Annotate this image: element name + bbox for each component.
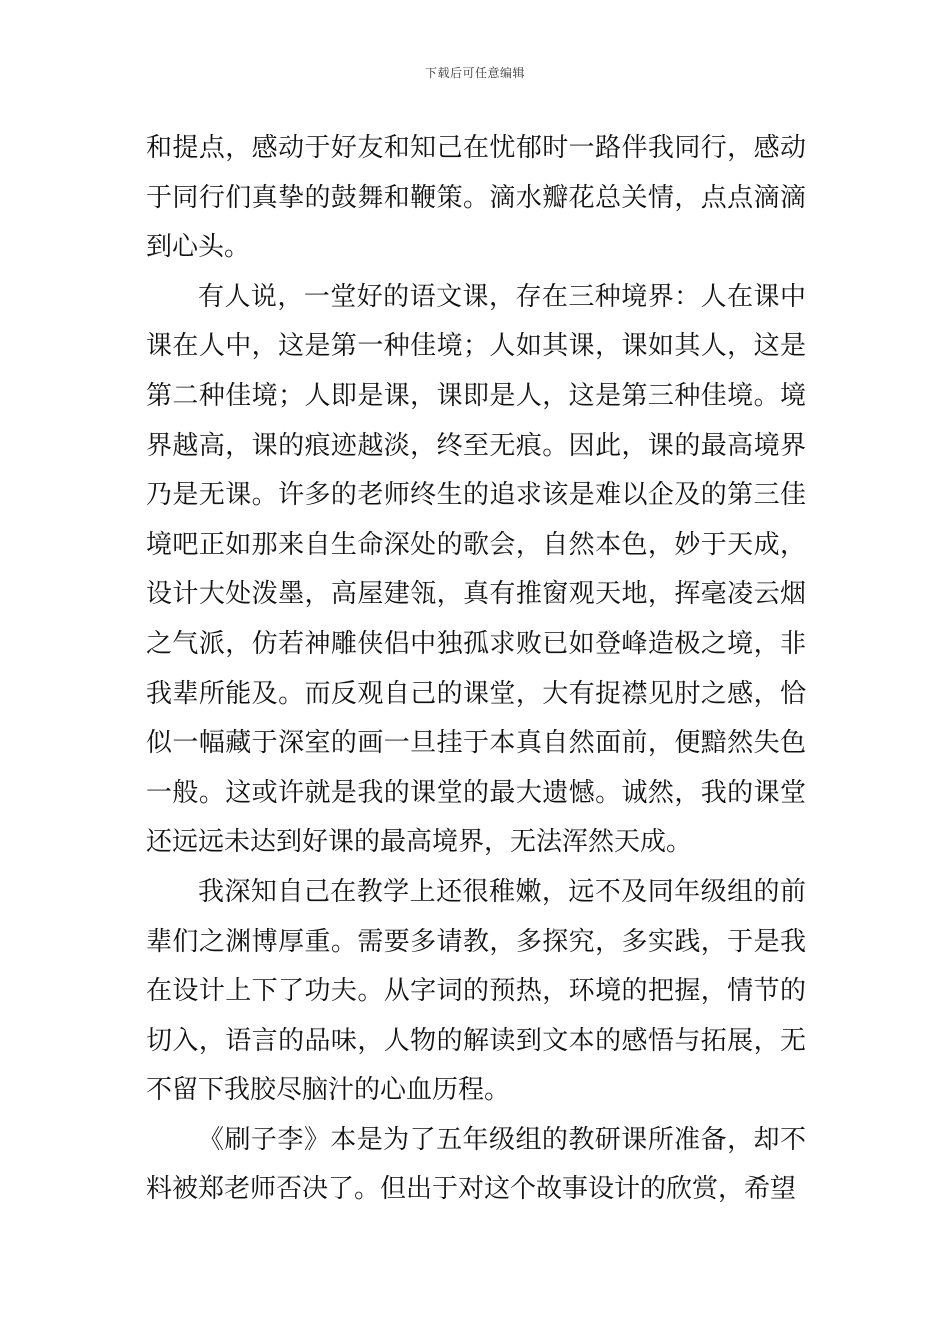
page-header: 下载后可任意编辑 (424, 66, 525, 80)
paragraph-3: 我深知自己在教学上还很稚嫩，远不及同年级组的前辈们之渊博厚重。需要多请教，多探究，多实践，于是我在设计上下了功夫。从字词的预热，环境的把握，情节的切入，语言的品味，人物的解读到文本的感悟与拓展，无不留下我胶尽脑汁的心血历程。 (146, 876, 806, 1106)
document-body (146, 124, 806, 1215)
paragraph-2: 有人说，一堂好的语文课，存在三种境界：人在课中课在人中，这是第一种佳境；人如其课，课如其人，这是第二种佳境；人即是课，课即是人，这是第三种佳境。境界越高，课的痕迹越淡，终至无痕。因此，课的最高境界乃是无课。许多的老师终生的追求该是难以企及的第三佳境吧正如那来自生命深处的歌会，自然本色，妙于天成，设计大处泼墨，高屋建瓴，真有推窗观天地，挥毫凌云烟之气派，仿若神雕侠侣中独孤求败已如登峰造极之境，非我辈所能及。而反观自己的课堂，大有捉襟见肘之感，恰似一幅藏于深室的画一旦挂于本真自然面前，便黯然失色一般。这或许就是我的课堂的最大遗憾。诚然，我的课堂还远远未达到好课的最高境界，无法浑然天成。 (146, 281, 806, 858)
paragraph-4: 《刷子李》本是为了五年级组的教研课所准备，却不料被郑老师否决了。但出于对这个故事设计的欣赏，希望 (146, 1124, 806, 1205)
paragraph-1: 和提点，感动于好友和知己在忧郁时一路伴我同行，感动于同行们真挚的鼓舞和鞭策。滴水瓣花总关情，点点滴滴到心头。 (146, 133, 806, 263)
